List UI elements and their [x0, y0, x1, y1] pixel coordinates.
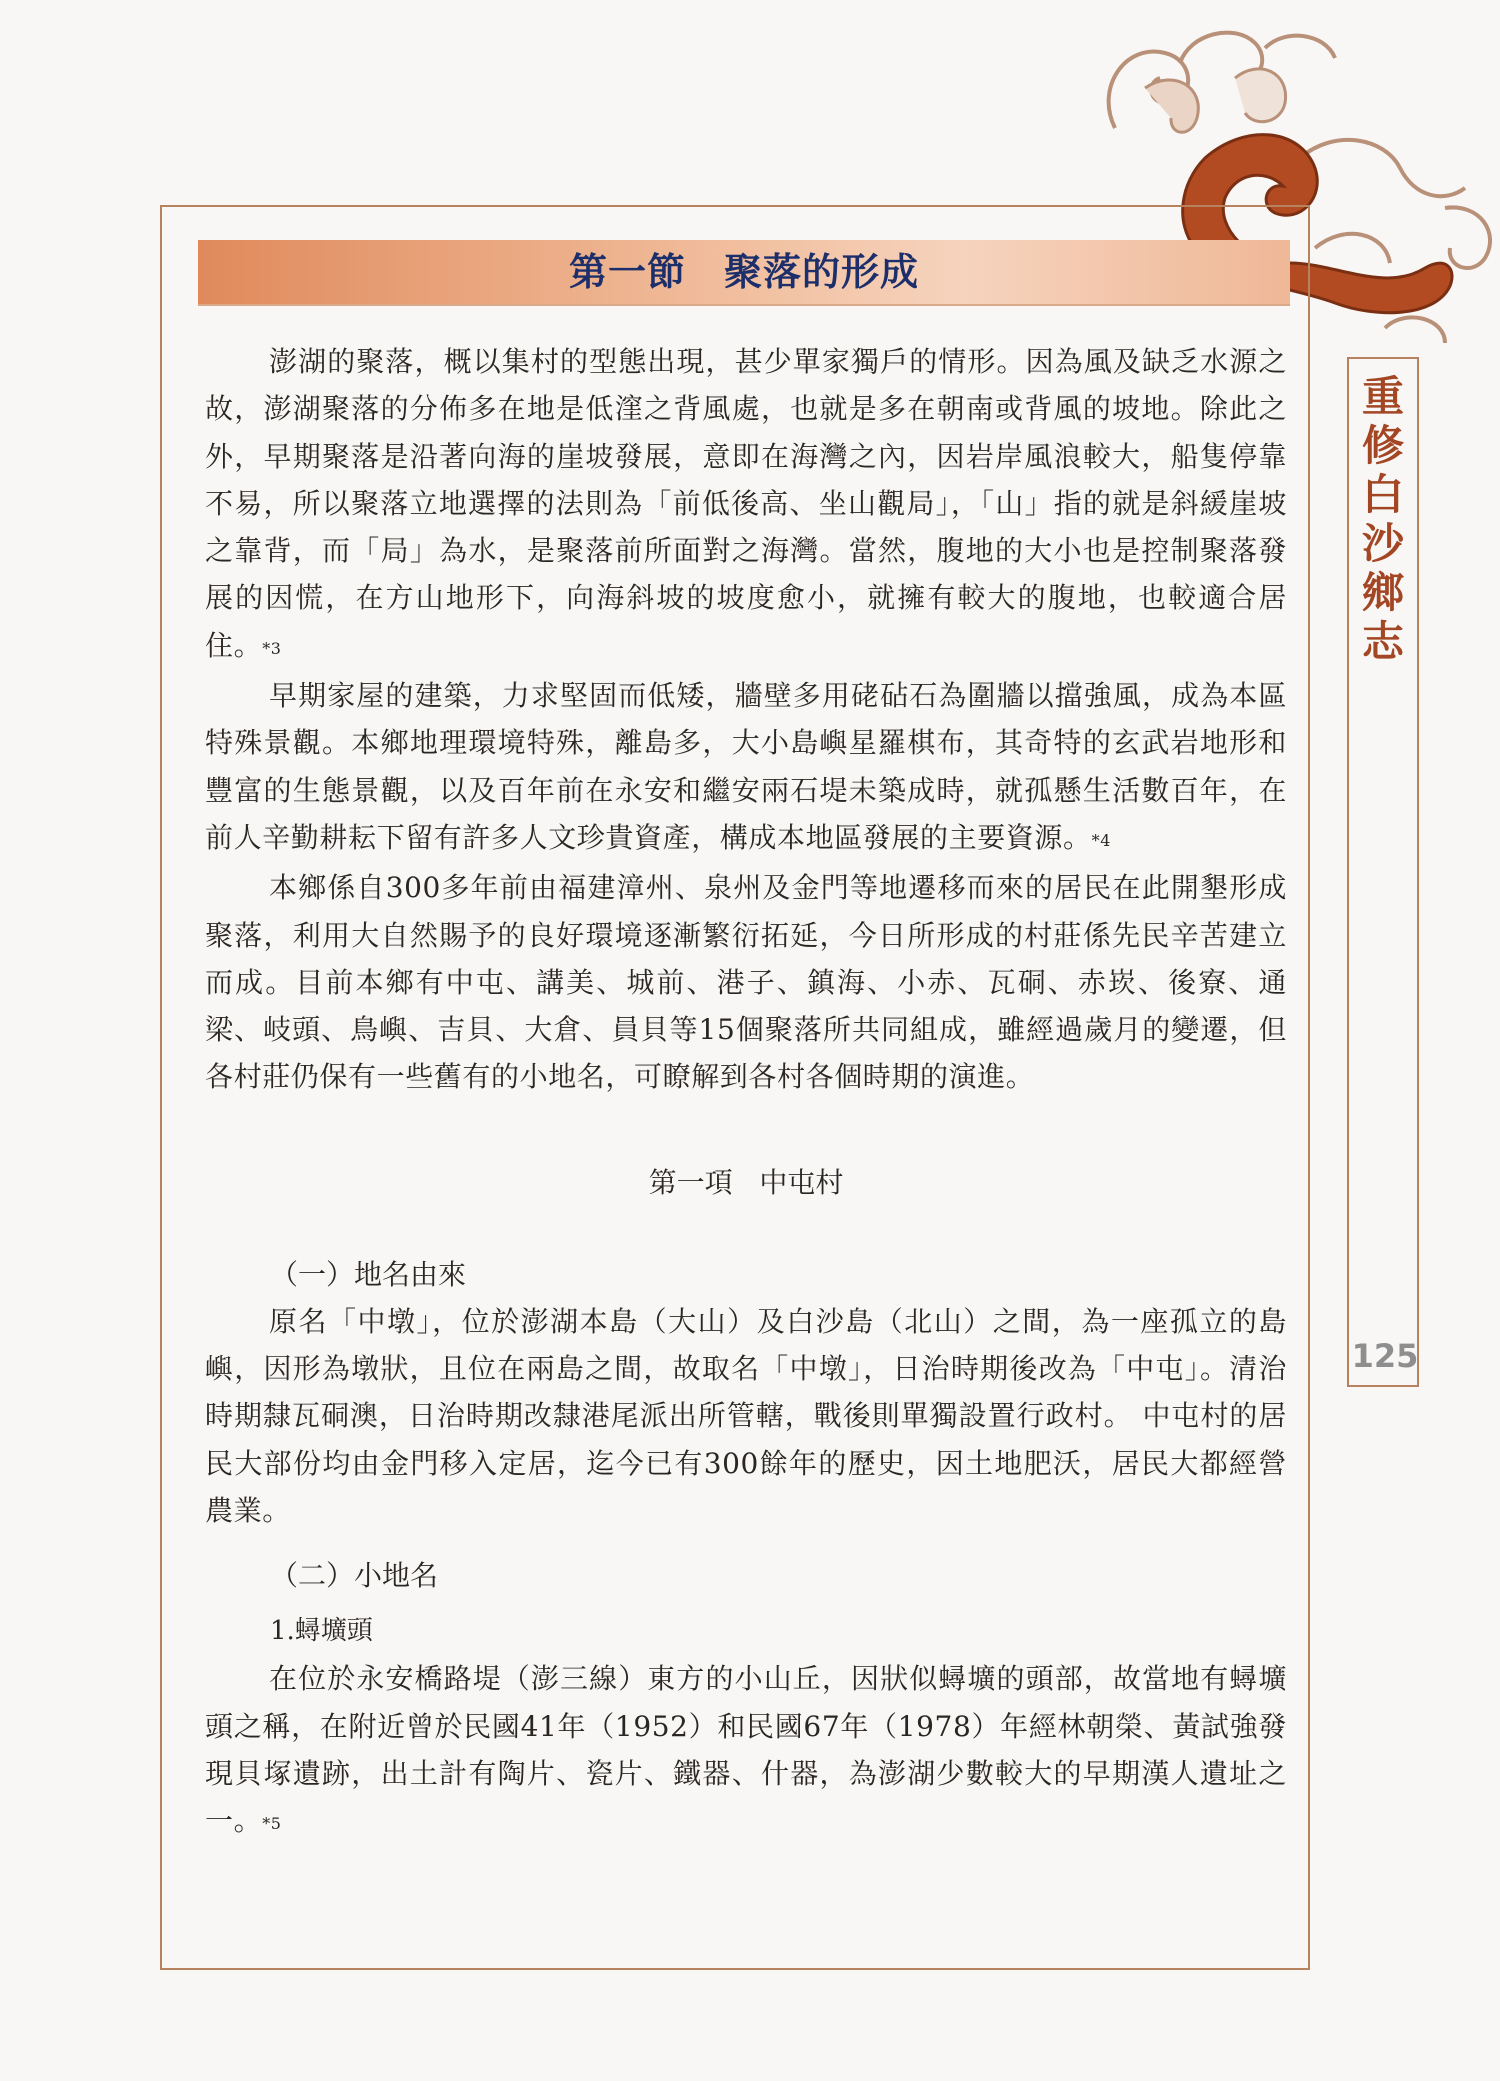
section-title	[198, 240, 1290, 304]
paragraph-3: 本鄉係自300多年前由福建漳州、泉州及金門等地遷移而來的居民在此開墾形成聚落，利用大自然賜予的良好環境逐漸繁衍拓延，今日所形成的村莊係先民辛苦建立而成。目前本鄉有中屯、講美、城前、港子、鎮海、小赤、瓦硐、赤崁、後寮、通梁、岐頭、鳥嶼、吉貝、大倉、員貝等15個聚落所共同組成，雖經過歲月的變遷，但各村莊仍保有一些舊有的小地名，可瞭解到各村各個時期的演進。	[205, 871, 1287, 1094]
item-heading-1: 1.蟳壙頭	[270, 1616, 373, 1647]
heading-place-names: （二）小地名	[270, 1559, 439, 1593]
footnote-marker: *3	[262, 638, 282, 658]
page-number: 125	[1351, 1337, 1419, 1375]
paragraph-1: 澎湖的聚落，概以集村的型態出現，甚少單家獨戶的情形。因為風及缺乏水源之故，澎湖聚落的分佈多在地是低漥之背風處，也就是多在朝南或背風的坡地。除此之外，早期聚落是沿著向海的崖坡發展，意即在海灣之內，因岩岸風浪較大，船隻停靠不易，所以聚落立地選擇的法則為「前低後高、坐山觀局」，「山」指的就是斜緩崖坡之靠背，而「局」為水，是聚落前所面對之海灣。當然，腹地的大小也是控制聚落發展的因慌，在方山地形下，向海斜坡的坡度愈小，就擁有較大的腹地，也較適合居住。*3	[205, 345, 1287, 662]
section-number: 第一節	[568, 249, 686, 294]
section-name: 聚落的形成	[724, 249, 920, 294]
footnote-marker: *4	[1091, 830, 1111, 850]
paragraph-2: 早期家屋的建築，力求堅固而低矮，牆壁多用硓砧石為圍牆以擋強風，成為本區特殊景觀。本鄉地理環境特殊，離島多，大小島嶼星羅棋布，其奇特的玄武岩地形和豐富的生態景觀，以及百年前在永安和繼安兩石堤未築成時，就孤懸生活數百年，在前人辛勤耕耘下留有許多人文珍貴資產，構成本地區發展的主要資源。*4	[205, 679, 1287, 854]
paragraph-place-name: 在位於永安橋路堤（澎三線）東方的小山丘，因狀似蟳壙的頭部，故當地有蟳壙頭之稱，在附近曾於民國41年（1952）和民國67年（1978）年經林朝榮、黃試強發現貝塚遺跡，出土計有陶片、瓷片、鐵器、什器，為澎湖少數較大的早期漢人遺址之一。*5	[205, 1662, 1287, 1838]
paragraph-origin: 原名「中墩」，位於澎湖本島（大山）及白沙島（北山）之間，為一座孤立的島嶼，因形為墩狀，且位在兩島之間，故取名「中墩」，日治時期後改為「中屯」。清治時期隸瓦硐澳，日治時期改隸港尾派出所管轄，戰後則單獨設置行政村。 中屯村的居民大部份均由金門移入定居，迄今已有300餘年的歷史，因土地肥沃，居民大都經營農業。	[205, 1304, 1287, 1527]
book-title: 重修白沙鄉志	[1361, 372, 1404, 666]
footnote-marker: *5	[262, 1814, 282, 1834]
subsection-title: 第一項 中屯村	[648, 1165, 844, 1199]
heading-origin: （一）地名由來	[270, 1257, 467, 1291]
main-content	[205, 338, 1287, 1847]
